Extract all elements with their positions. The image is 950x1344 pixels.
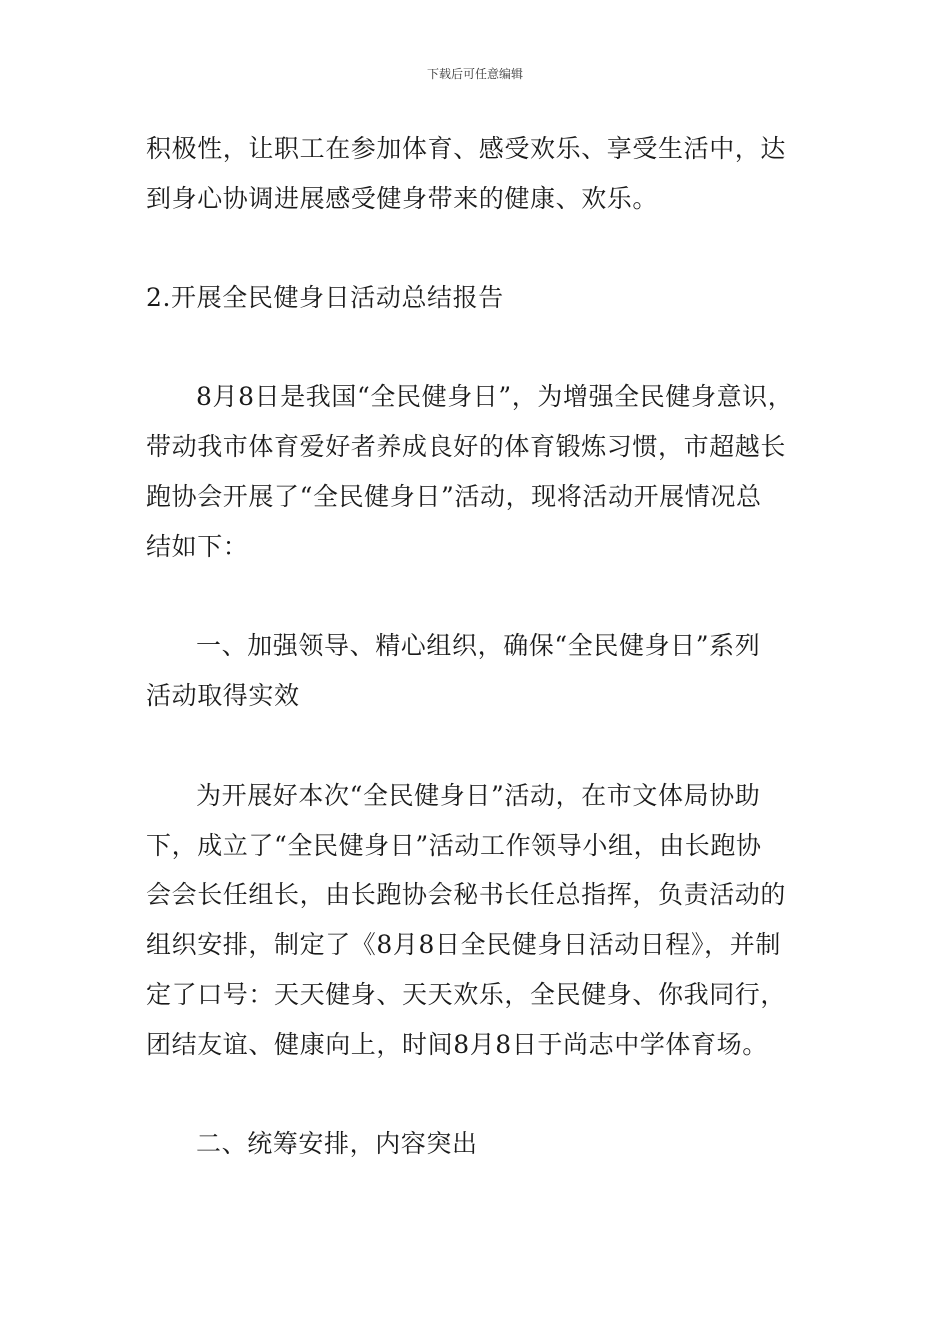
subsection-heading: 二、统筹安排，内容突出	[196, 1129, 478, 1158]
paragraph-line: 结如下：	[146, 532, 249, 561]
paragraph-line: 组织安排，制定了《8月8日全民健身日活动日程》，并制	[146, 930, 781, 959]
paragraph-line: 到身心协调进展感受健身带来的健康、欢乐。	[146, 184, 659, 213]
paragraph-line: 带动我市体育爱好者养成良好的体育锻炼习惯，市超越长	[146, 432, 787, 461]
paragraph-line: 8月8日是我国“全民健身日”，为增强全民健身意识，	[196, 382, 794, 411]
subsection-heading: 活动取得实效	[146, 681, 300, 710]
paragraph-line: 团结友谊、健康向上，时间8月8日于尚志中学体育场。	[146, 1030, 768, 1059]
paragraph-line: 定了口号：天天健身、天天欢乐，全民健身、你我同行，	[146, 980, 787, 1009]
paragraph-line: 为开展好本次“全民健身日”活动，在市文体局协助	[196, 781, 761, 810]
paragraph-line: 下，成立了“全民健身日”活动工作领导小组，由长跑协	[146, 831, 762, 860]
paragraph-line: 跑协会开展了“全民健身日”活动，现将活动开展情况总	[146, 482, 762, 511]
section-heading: 2.开展全民健身日活动总结报告	[146, 283, 504, 312]
page-header: 下载后可任意编辑	[426, 67, 523, 81]
paragraph-line: 会会长任组长，由长跑协会秘书长任总指挥，负责活动的	[146, 880, 787, 909]
paragraph-line: 积极性，让职工在参加体育、感受欢乐、享受生活中，达	[146, 134, 787, 163]
subsection-heading: 一、加强领导、精心组织，确保“全民健身日”系列	[196, 631, 761, 660]
